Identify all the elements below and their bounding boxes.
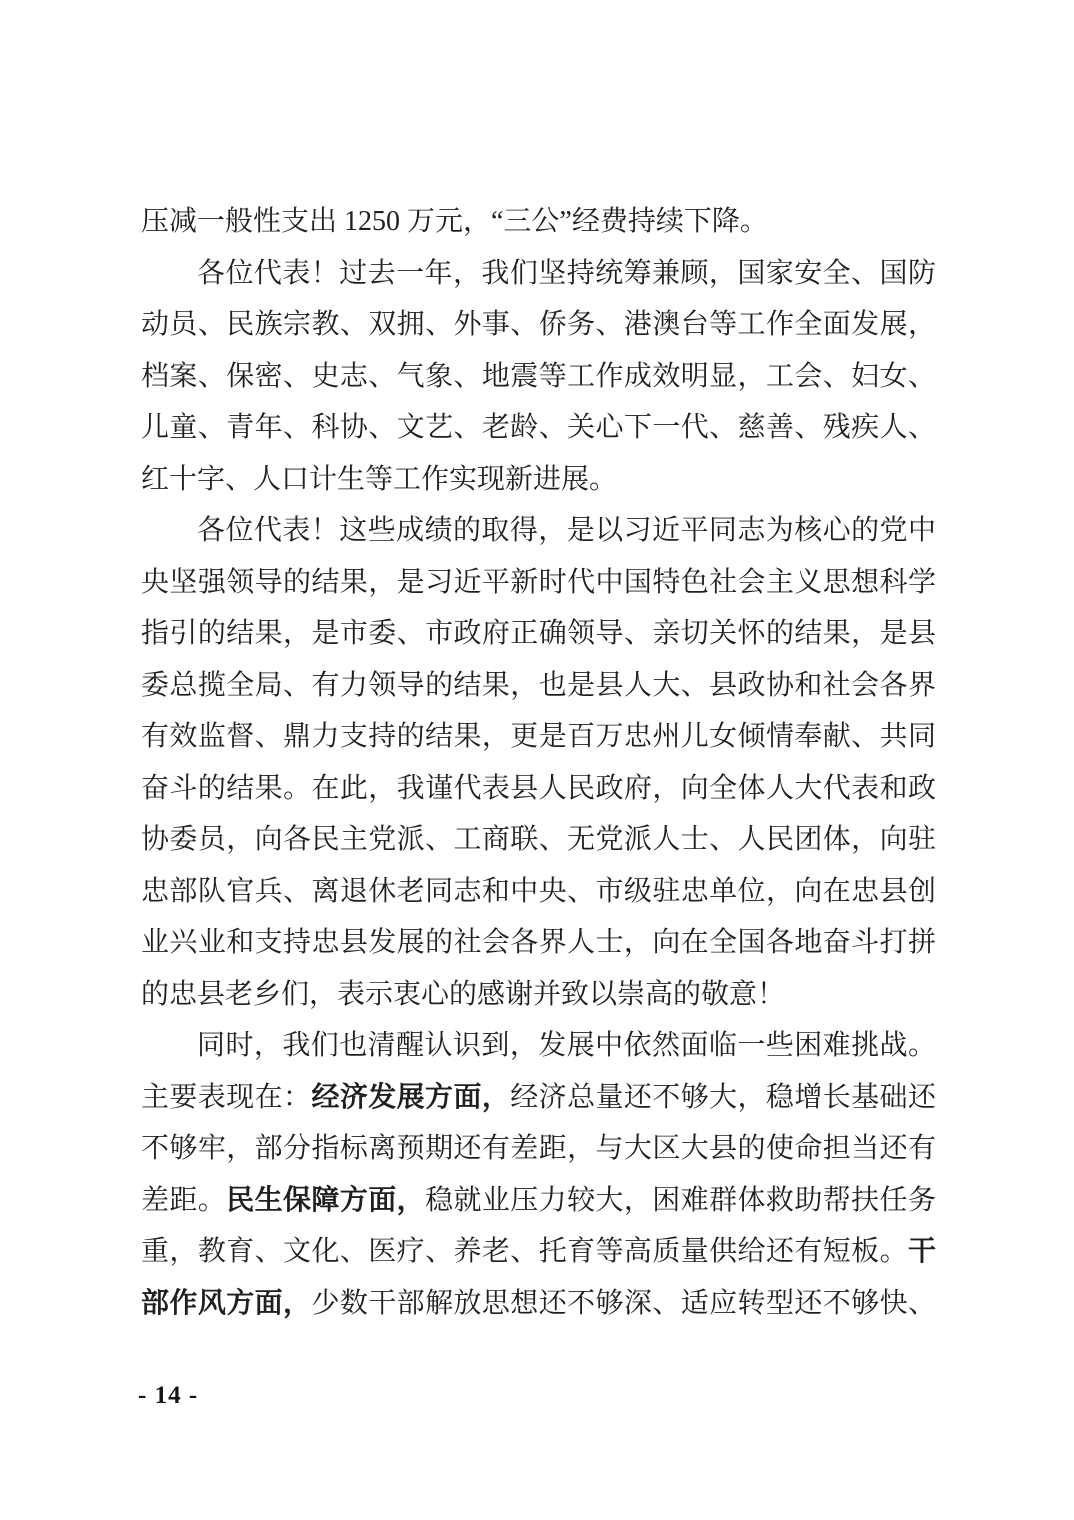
text-segment: 差距。 [141, 1184, 227, 1216]
text-segment: 忠部队官兵、离退休老同志和中央、市级驻忠单位，向在忠县创 [141, 875, 936, 907]
text-line [141, 608, 936, 660]
text-segment: 重，教育、文化、医疗、养老、托育等高质量供给还有短板。 [141, 1236, 908, 1267]
bold-text-segment: 干 [907, 1236, 936, 1267]
text-line [141, 299, 936, 351]
text-segment: 奋斗的结果。在此，我谨代表县人民政府，向全体人大代表和政 [141, 772, 936, 804]
text-line [141, 763, 936, 815]
text-segment: 业兴业和支持忠县发展的社会各界人士，向在全国各地奋斗打拼 [141, 927, 936, 958]
text-line [141, 1020, 936, 1072]
text-line [141, 1123, 936, 1175]
text-line [141, 660, 936, 712]
text-line [141, 1278, 936, 1330]
text-segment: 有效监督、鼎力支持的结果，更是百万忠州儿女倾情奉献、共同 [141, 721, 936, 752]
text-line [141, 1072, 936, 1124]
text-segment: 各位代表！过去一年，我们坚持统筹兼顾，国家安全、国防 [197, 257, 936, 289]
text-segment: 协委员，向各民主党派、工商联、无党派人士、人民团体，向驻 [141, 824, 936, 855]
text-segment: 红十字、人口计生等工作实现新进展。 [141, 463, 618, 495]
text-segment: 央坚强领导的结果，是习近平新时代中国特色社会主义思想科学 [141, 566, 936, 598]
text-line [141, 1175, 936, 1227]
bold-text-segment: 民生保障方面， [226, 1184, 426, 1216]
text-segment: 档案、保密、史志、气象、地震等工作成效明显，工会、妇女、 [141, 360, 936, 392]
text-segment: 委总揽全局、有力领导的结果，也是县人大、县政协和社会各界 [141, 669, 936, 701]
document-body-text [141, 196, 936, 1329]
text-segment: 同时，我们也清醒认识到，发展中依然面临一些困难挑战。 [197, 1030, 936, 1061]
text-line [141, 814, 936, 866]
text-segment: 动员、民族宗教、双拥、外事、侨务、港澳台等工作全面发展， [141, 309, 936, 340]
text-segment: 压减一般性支出 1250 万元，“三公”经费持续下降。 [141, 206, 768, 237]
text-line [141, 1226, 936, 1278]
text-line [141, 866, 936, 918]
text-line [141, 248, 936, 300]
text-segment: 指引的结果，是市委、市政府正确领导、亲切关怀的结果，是县 [141, 618, 936, 649]
text-line [141, 969, 936, 1021]
text-line [141, 505, 936, 557]
text-segment: 不够牢，部分指标离预期还有差距，与大区大县的使命担当还有 [141, 1133, 936, 1164]
bold-text-segment: 经济发展方面， [311, 1081, 511, 1113]
text-line [141, 711, 936, 763]
page-number: - 14 - [138, 1382, 199, 1409]
text-segment: 经济总量还不够大，稳增长基础还 [510, 1081, 936, 1113]
text-segment: 儿童、青年、科协、文艺、老龄、关心下一代、慈善、残疾人、 [141, 412, 936, 443]
text-line [141, 196, 936, 248]
text-line [141, 917, 936, 969]
text-line [141, 557, 936, 609]
text-segment: 少数干部解放思想还不够深、适应转型还不够快、 [311, 1287, 936, 1319]
text-segment: 各位代表！这些成绩的取得，是以习近平同志为核心的党中 [197, 515, 936, 546]
text-line [141, 454, 936, 506]
bold-text-segment: 部作风方面， [141, 1287, 312, 1319]
text-segment: 主要表现在： [141, 1081, 312, 1113]
text-line [141, 402, 936, 454]
text-line [141, 351, 936, 403]
text-segment: 稳就业压力较大，困难群体救助帮扶任务 [425, 1184, 936, 1216]
text-segment: 的忠县老乡们，表示衷心的感谢并致以崇高的敬意！ [141, 978, 786, 1010]
